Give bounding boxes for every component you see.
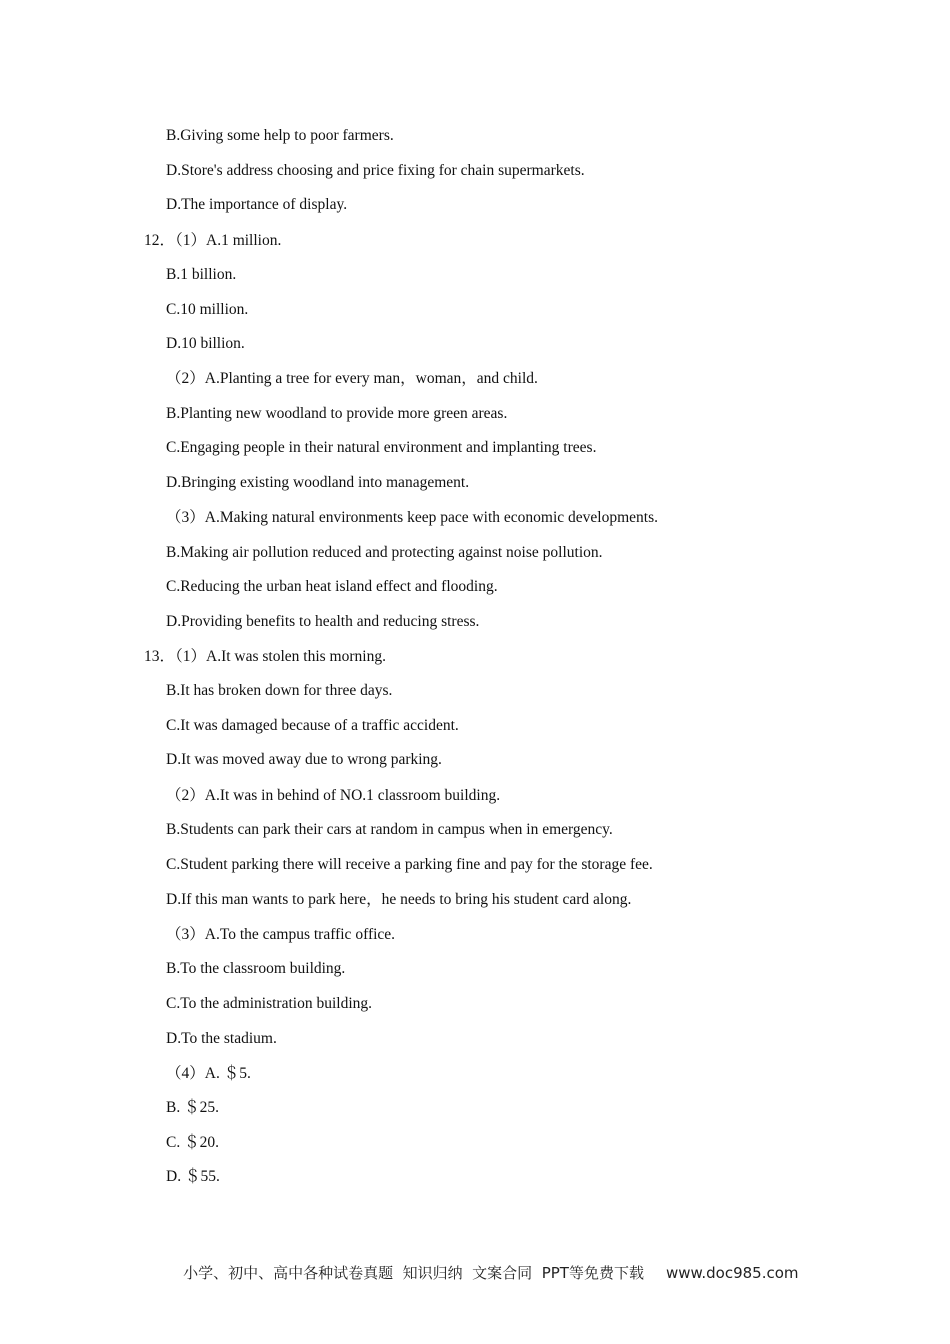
question-13-part-2: （2）A.It was in behind of NO.1 classroom building. [166, 787, 501, 804]
option-line: D.If this man wants to park here，he needs to bring his student card along. [166, 891, 632, 908]
option-line: C. ＄20. [166, 1134, 219, 1151]
option-line: C.It was damaged because of a traffic accident. [166, 717, 459, 734]
option-line: D.Providing benefits to health and reducing stress. [166, 613, 480, 630]
option-line: D.To the stadium. [166, 1030, 277, 1047]
option-line: C.10 million. [166, 301, 249, 318]
question-13-part-3: （3）A.To the campus traffic office. [166, 926, 396, 943]
option-line: B.Planting new woodland to provide more green areas. [166, 405, 508, 422]
option-line: D.10 billion. [166, 335, 245, 352]
option-line: D.The importance of display. [166, 196, 348, 213]
question-12-part-2: （2）A.Planting a tree for every man，woman，and child. [166, 370, 538, 387]
option-line: D.Bringing existing woodland into management. [166, 474, 470, 491]
option-line: D.Store's address choosing and price fixing for chain supermarkets. [166, 162, 585, 179]
option-line: D. ＄55. [166, 1168, 220, 1185]
option-line: B.To the classroom building. [166, 960, 346, 977]
option-line: C.Engaging people in their natural environment and implanting trees. [166, 439, 597, 456]
question-12-part-3: （3）A.Making natural environments keep pace with economic developments. [166, 509, 658, 526]
option-line: B. ＄25. [166, 1099, 219, 1116]
footer-text: 小学、初中、高中各种试卷真题 知识归纳 文案合同 PPT等免费下载 [183, 1264, 644, 1282]
option-line: C.Student parking there will receive a parking fine and pay for the storage fee. [166, 856, 653, 873]
option-line: C.Reducing the urban heat island effect and flooding. [166, 578, 498, 595]
option-line: B.Giving some help to poor farmers. [166, 127, 394, 144]
option-line: B.1 billion. [166, 266, 237, 283]
question-13-part-1: 13．（1）A.It was stolen this morning. [144, 648, 386, 665]
question-12-part-1: 12．（1）A.1 million. [144, 232, 282, 249]
option-line: D.It was moved away due to wrong parking. [166, 751, 442, 768]
page-footer [164, 1243, 799, 1303]
footer-url[interactable]: www.doc985.com [665, 1264, 799, 1282]
option-line: B.Making air pollution reduced and protecting against noise pollution. [166, 544, 603, 561]
option-line: B.Students can park their cars at random in campus when in emergency. [166, 821, 613, 838]
option-line: B.It has broken down for three days. [166, 682, 393, 699]
option-line: C.To the administration building. [166, 995, 372, 1012]
question-13-part-4: （4）A. ＄5. [166, 1065, 251, 1082]
